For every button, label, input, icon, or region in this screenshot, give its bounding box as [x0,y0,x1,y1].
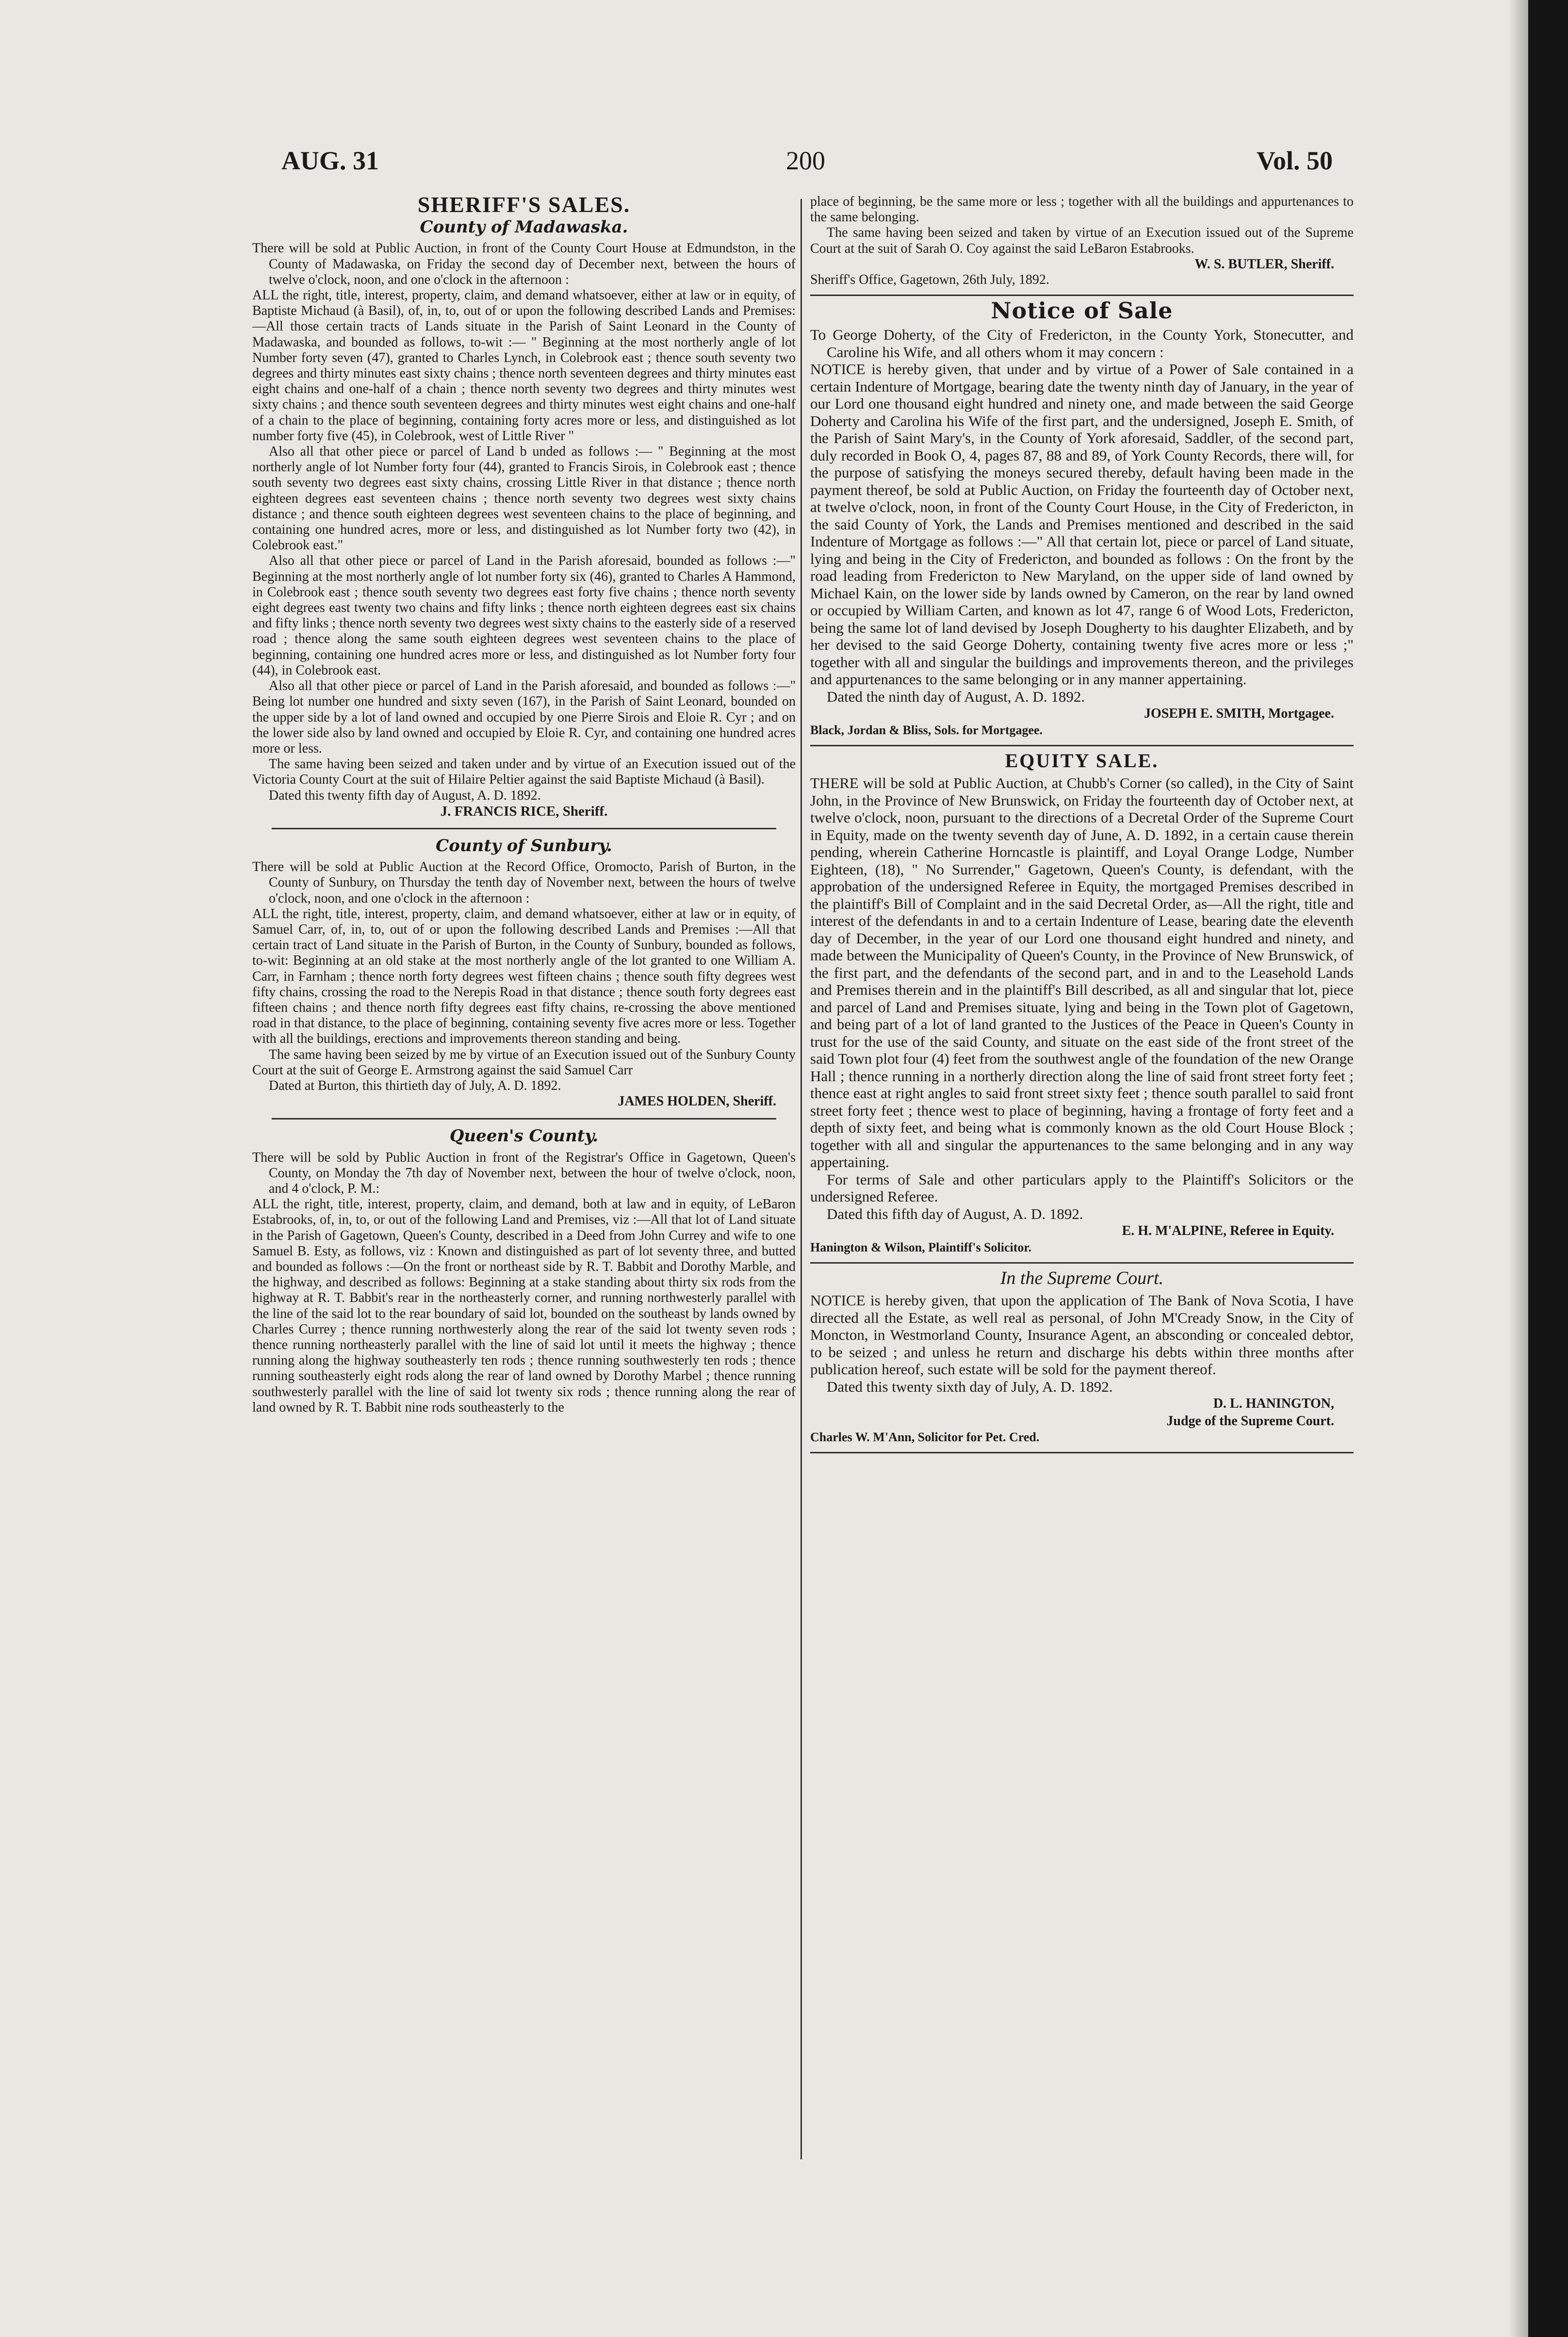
madawaska-para-1: ALL the right, title, interest, property, claim, and demand whatsoever, either at law or in equity, of Baptiste Michaud (à Basil), of, in, to, out of or upon the following described Lands and Premises:—All those certain tracts of Lands situate in the Parish of Saint Leonard in the County of Madawaska, and bounded as follows, to-wit :— " Beginning at the most northerly angle of lot Number forty seven (47), granted to Charles Lynch, in Colebrook east ; thence south seventy two degrees and thirty minutes east sixty chains ; thence north seventeen degrees and thirty minutes east eight chains and one-half of a chain ; thence north seventy two degrees and thirty minutes west sixty chains ; and thence south seventeen degrees and thirty minutes west eight chains and one-half of a chain to the place of beginning, containing forty acres more or less, and distinguished as lot number forty five (45), in Colebrook, west of Little River " [252,288,796,444]
section-title: SHERIFF'S SALES. [417,192,631,217]
equity-sale-dated: Dated this fifth day of August, A. D. 1892. [827,1205,1083,1222]
divider [810,1452,1354,1453]
page-header [272,146,1339,184]
notice-of-sale-heading: Notice of Sale [991,297,1173,324]
sunbury-sheriff: JAMES HOLDEN, Sheriff. [618,1094,776,1109]
madawaska-sheriff: J. FRANCIS RICE, Sheriff. [440,803,608,819]
notice-of-sale-solicitors: Black, Jordan & Bliss, Sols. for Mortgagee. [810,723,1043,737]
notice-of-sale-addressee: To George Doherty, of the City of Fredericton, in the County York, Stonecutter, and Caroline his Wife, and all others whom it may concern : [810,326,1354,361]
madawaska-para-4: Also all that other piece or parcel of Land in the Parish aforesaid, and bounded as follows :—" Being lot number one hundred and sixty seven (167), in the Parish of Saint Leonard, bounded on the upper side by a lot of land owned and occupied by one Pierre Sirois and Eloie R. Cyr ; and on the lower side also by land owned and occupied by Eloie R. Cyr, and containing one hundred acres more or less. [252,678,796,756]
notice-of-sale-body: NOTICE is hereby given, that under and by virtue of a Power of Sale contained in a certain Indenture of Mortgage, bearing date the twenty ninth day of January, in the year of our Lord one thousand eight hundred and ninety one, and made between the said George Doherty and Carolina his Wife of the first part, and the undersigned, Joseph E. Smith, of the Parish of Saint Mary's, in the County of York aforesaid, Saddler, of the second part, duly recorded in Book O, 4, pages 87, 88 and 89, of York County Records, there will, for the purpose of satisfying the moneys secured thereby, default having been made in the payment thereof, be sold at Public Auction, on Friday the fourteenth day of October next, at twelve o'clock, noon, in front of the County Court House, in the City of Fredericton, in the said County of York, the Lands and Premises mentioned and described in the said Indenture of Mortgage as follows :—" All that certain lot, piece or parcel of Land situate, lying and being in the City of Fredericton, and bounded as follows : On the front by the road leading from Fredericton to New Maryland, on the upper side of land owned by Michael Kain, on the lower side by lands owned by Cameron, on the rear by land owned or occupied by William Carten, and known as lot 47, range 6 of Wood Lots, Fredericton, being the same lot of land devised by Joseph Dougherty to his daughter Elizabeth, and by her devised to the said George Doherty, containing twenty five acres more or less ;" together with all and singular the buildings and improvements thereon, and the privileges and appurtenances to the same belonging or in any manner appertaining. [810,361,1354,688]
equity-sale-heading: EQUITY SALE. [1005,750,1159,772]
queens-intro: There will be sold by Public Auction in front of the Registrar's Office in Gagetown, Queen's County, on Monday the 7th day of November next, between the hour of twelve o'clock, noon, and 4 o'clock, P. M.: [252,1150,796,1196]
sunbury-para-2: The same having been seized by me by virtue of an Execution issued out of the Sunbury County Court at the suit of George E. Armstrong against the said Samuel Carr [252,1047,796,1078]
page-number: 200 [786,146,825,175]
equity-sale-solicitors: Hanington & Wilson, Plaintiff's Solicitor. [810,1240,1032,1254]
divider [810,1262,1354,1264]
equity-sale-referee: E. H. M'ALPINE, Referee in Equity. [1122,1223,1334,1239]
queens-office: Sheriff's Office, Gagetown, 26th July, 1892. [810,272,1049,288]
madawaska-dated: Dated this twenty fifth day of August, A. D. 1892. [269,788,541,803]
madawaska-para-3: Also all that other piece or parcel of Land in the Parish aforesaid, bounded as follows :—" Beginning at the most northerly angle of lot number forty six (46), granted to Charles A Hammond, in Colebrook east ; thence south seventy two degrees east forty five chains ; thence north seventy eight degrees east twenty two chains and fifty links ; thence north eighteen degrees east six chains and fifty links ; thence north seventy two degrees west sixty chains to the easterly side of a reserved road ; thence along the same south eighteen degrees west seventeen chains to the place of beginning, containing one hundred acres more or less, and distinguished as lot Number forty four (44), in Colebrook east. [252,553,796,678]
sunbury-para-1: ALL the right, title, interest, property, claim, and demand whatsoever, either at law or in equity, of Samuel Carr, of, in, to, out of or upon the following described Lands and Premises :—All that certain tract of Land situate in the Parish of Burton, in the County of Sunbury, bounded as follows, to-wit: Beginning at an old stake at the most northerly angle of the lot granted to one William A. Carr, in Farnham ; thence north forty degrees west fifteen chains ; thence south fifty degrees west fifty chains, crossing the road to the Nerepis Road in that distance ; thence south forty degrees east fifteen chains ; and thence north fifty degrees east fifty chains, re-crossing the above mentioned road in that distance, to the place of beginning, containing seventy five acres more or less. Together with all the buildings, erections and improvements thereon standing and being. [252,906,796,1047]
issue-date: AUG. 31 [281,146,379,175]
supreme-court-heading: In the Supreme Court. [1000,1268,1164,1289]
notice-of-sale-dated: Dated the ninth day of August, A. D. 1892. [827,688,1085,705]
supreme-court-solicitor: Charles W. M'Ann, Solicitor for Pet. Cred. [810,1430,1040,1445]
divider [272,828,776,829]
left-column [252,194,796,1415]
madawaska-para-5: The same having been seized and taken under and by virtue of an Execution issued out of the Victoria County Court at the suit of Hilaire Peltier against the said Baptiste Michaud (à Basil). [252,757,796,788]
divider [272,1118,776,1119]
madawaska-intro: There will be sold at Public Auction, in front of the County Court House at Edmundston, in the County of Madawaska, on Friday the second day of December next, between the hours of twelve o'clock, noon, and one o'clock in the afternoon : [252,241,796,287]
volume-number: Vol. 50 [1257,146,1333,175]
divider [810,295,1354,296]
divider [810,745,1354,746]
supreme-court-judge-name: D. L. HANINGTON, [1213,1396,1334,1412]
notice-of-sale-mortgagee: JOSEPH E. SMITH, Mortgagee. [1144,706,1334,722]
supreme-court-judge-title: Judge of the Supreme Court. [1166,1413,1334,1429]
equity-sale-terms: For terms of Sale and other particulars apply to the Plaintiff's Solicitors or the undersigned Referee. [810,1170,1354,1205]
column-divider [800,199,802,2159]
supreme-court-dated: Dated this twenty sixth day of July, A. D. 1892. [827,1378,1113,1395]
sunbury-heading: County of Sunbury. [436,836,612,856]
queens-continued: place of beginning, be the same more or less ; together with all the buildings and appurtenances to the same belonging. [810,194,1354,225]
madawaska-para-2: Also all that other piece or parcel of Land b unded as follows :— " Beginning at the most northerly angle of lot Number forty four (44), granted to Francis Sirois, in Colebrook east ; thence south seventy two degrees east sixty chains, crossing Little River in that distance ; thence north eighteen degrees east seventeen chains ; thence north seventy two degrees west sixty chains distance ; and thence south eighteen degrees west seventeen chains to the place of beginning, and containing one hundred acres, more or less, and distinguished as lot Number forty two (42), in Colebrook east." [252,444,796,553]
sunbury-intro: There will be sold at Public Auction at the Record Office, Oromocto, Parish of Burton, in the County of Sunbury, on Thursday the tenth day of November next, between the hours of twelve o'clock, noon, and one o'clock in the afternoon : [252,859,796,906]
queens-para-2: The same having been seized and taken by virtue of an Execution issued out of the Supreme Court at the suit of Sarah O. Coy against the said LeBaron Estabrooks. [810,225,1354,256]
supreme-court-body: NOTICE is hereby given, that upon the application of The Bank of Nova Scotia, I have directed all the Estate, as well real as personal, of John M'Cready Snow, in the City of Moncton, in Westmorland County, Insurance Agent, an absconding or concealed debtor, to be seized ; and unless he return and discharge his debts within three months after publication hereof, such estate will be sold for the payment thereof. [810,1292,1354,1378]
right-column [810,194,1354,1460]
queens-para-1: ALL the right, title, interest, property, claim, and demand, both at law and in equity, of LeBaron Estabrooks, of, in, to, or out of the following Land and Premises, viz :—All that lot of Land situate in the Parish of Gagetown, Queen's County, described in a Deed from John Currey and wife to one Samuel B. Esty, as follows, viz : Known and distinguished as part of lot seventy three, and butted and bounded as follows :—On the front or northeast side by R. T. Babbit and Dorothy Marble, and the highway, and described as follows: Beginning at a stake standing about thirty six rods from the highway at R. T. Babbit's rear in the northeasterly corner, and running northwesterly parallel with the line of the said lot to the rear boundary of said lot, bounded on the southeast by lands owned by Charles Currey ; thence running northwesterly along the rear of the said lot twenty seven rods ; thence running northeasterly parallel with the line of said lot until it meets the highway ; thence running along the highway southeasterly ten rods ; thence running southwesterly ten rods ; thence running southeasterly eight rods along the rear of land owned by Dorothy Marbel ; thence running southwesterly parallel with the line of said lot twenty six rods ; thence running along the rear of land owned by R. T. Babbit nine rods southeasterly to the [252,1197,796,1415]
queens-sheriff: W. S. BUTLER, Sheriff. [1194,256,1334,272]
queens-heading: Queen's County. [449,1126,599,1146]
madawaska-heading: County of Madawaska. [420,217,628,237]
equity-sale-body: THERE will be sold at Public Auction, at Chubb's Corner (so called), in the City of Saint John, in the Province of New Brunswick, on Friday the fourteenth day of October next, at twelve o'clock, noon, pursuant to the directions of a Decretal Order of the Supreme Court in Equity, made on the twenty seventh day of June, A. D. 1892, in a certain cause therein pending, wherein Catherine Horncastle is plaintiff, and Loyal Orange Lodge, Number Eighteen, (18), " No Surrender," Gagetown, Queen's County, is defendant, with the approbation of the undersigned Referee in Equity, the mortgaged Premises described in the plaintiff's Bill of Complaint and in the said Decretal Order, as—All the right, title and interest of the defendants in and to a certain Indenture of Lease, bearing date the eleventh day of December, in the year of our Lord one thousand eight hundred and ninety, and made between the Municipality of Queen's County, in the Province of New Brunswick, of the first part, and the defendants of the second part, and in and to the Leasehold Lands and Premises therein and in the plaintiff's Bill described, as all and singular that lot, piece and parcel of Land and Premises situate, lying and being in the Town plot of Gagetown, and being part of a lot of land granted to the Justices of the Peace in Queen's County in trust for the use of the said County, and situate on the east side of the front street of the said Town plot four (4) feet from the southwest angle of the foundation of the new Orange Hall ; thence running in a northerly direction along the line of said front street forty feet ; thence east at right angles to said front street sixty feet ; thence south parallel to said front street forty feet ; thence west to place of beginning, having a frontage of forty feet and a depth of sixty feet, and being what is commonly known as the old Court House Block ; together with all and singular the appurtenances to the same belonging and in any way appertaining. [810,774,1354,1171]
sunbury-dated: Dated at Burton, this thirtieth day of July, A. D. 1892. [269,1078,561,1093]
